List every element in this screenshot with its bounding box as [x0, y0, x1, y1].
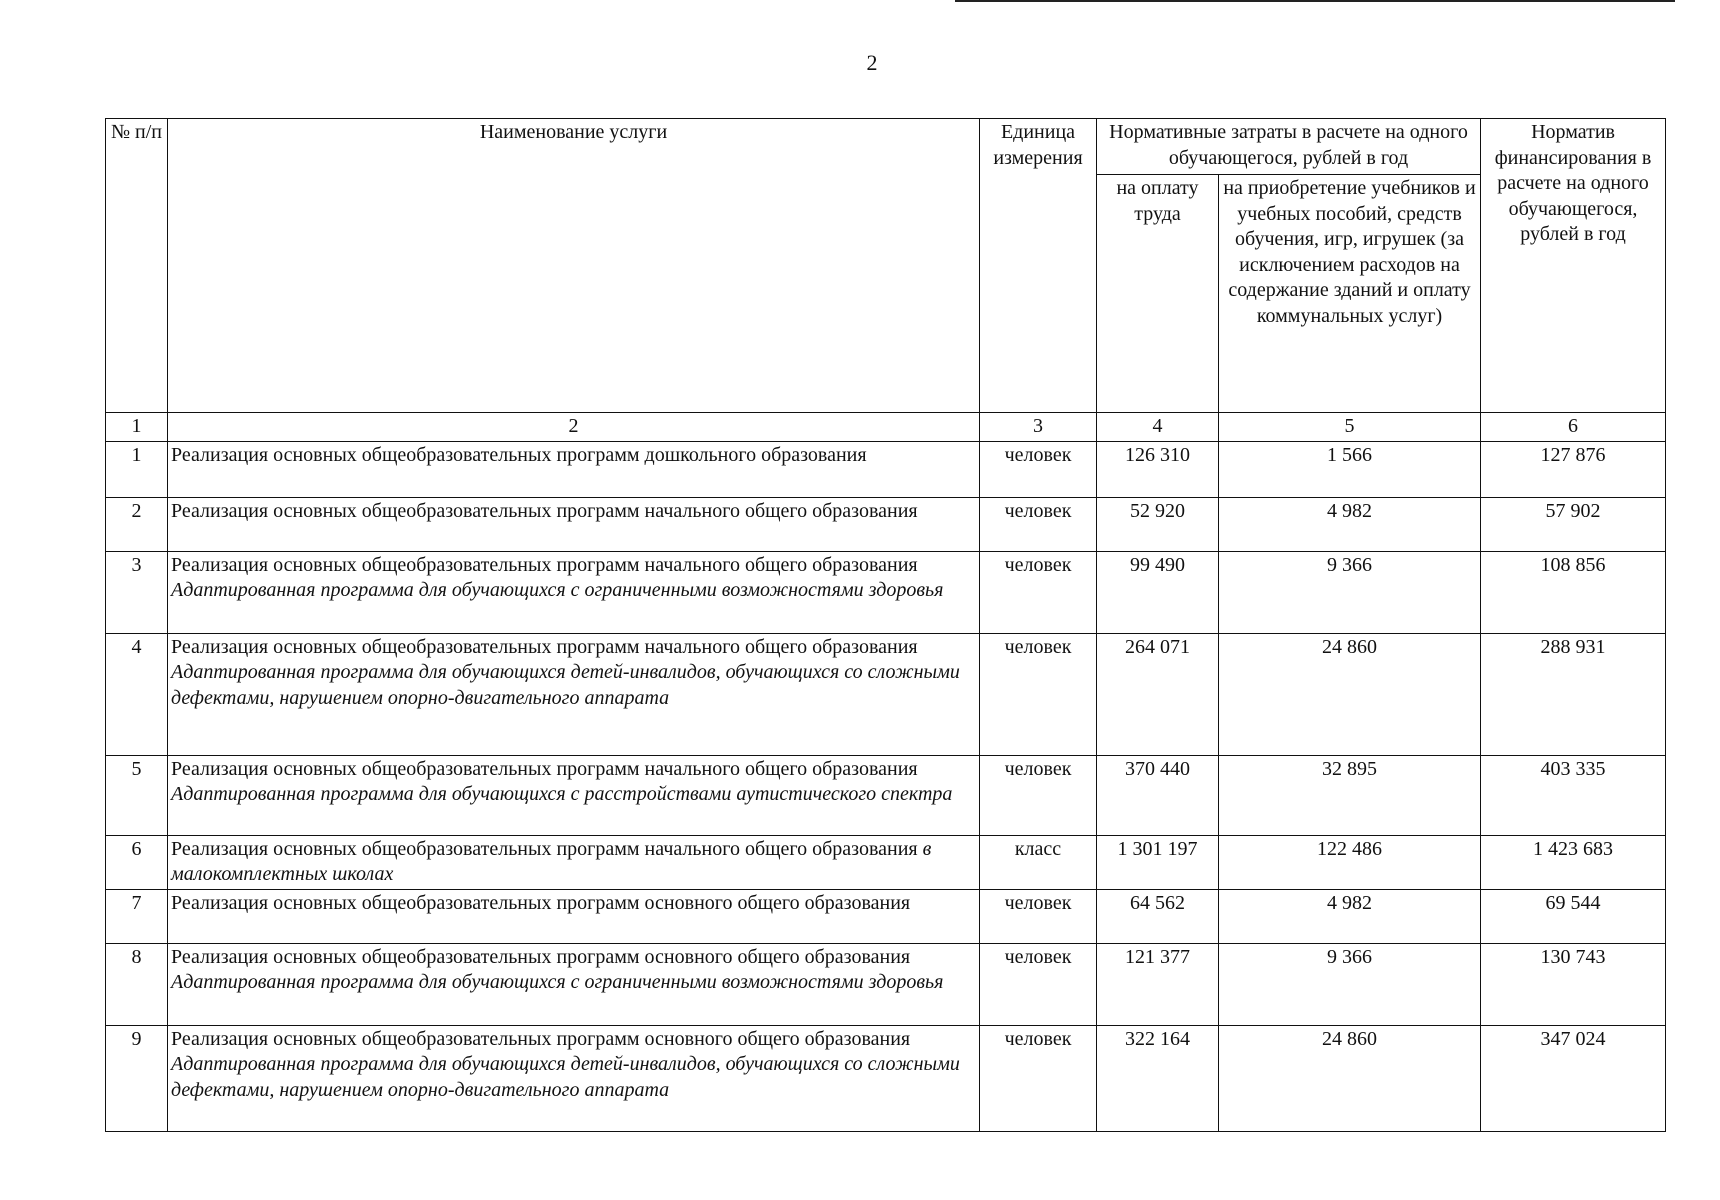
- service-name-detail: Адаптированная программа для обучающихся с ограниченными возможностями здоровья: [171, 971, 944, 994]
- norm-cell: 288 931: [1481, 633, 1666, 755]
- service-name: Реализация основных общеобразовательных программ начального общего образования: [171, 553, 918, 576]
- service-name-cell: [168, 441, 980, 497]
- service-name: Реализация основных общеобразовательных программ основного общего образования: [171, 891, 911, 914]
- labor-cost-cell: 121 377: [1097, 943, 1219, 1025]
- labor-cost-cell: 370 440: [1097, 755, 1219, 835]
- service-name: Реализация основных общеобразовательных программ основного общего образования: [171, 945, 911, 968]
- labor-cost-cell: 126 310: [1097, 441, 1219, 497]
- service-name: Реализация основных общеобразовательных программ начального общего образования: [171, 635, 918, 658]
- service-name-cell: [168, 835, 980, 889]
- service-name-detail: Адаптированная программа для обучающихся с расстройствами аутистического спектра: [171, 783, 953, 806]
- header-costs-group: Нормативные затраты в расчете на одного обучающегося, рублей в год: [1097, 119, 1481, 175]
- service-name-detail: Адаптированная программа для обучающихся детей-инвалидов, обучающихся со сложными дефектами, нарушением опорно-двигательного аппарата: [171, 661, 960, 709]
- textbook-cost-cell: 24 860: [1219, 1025, 1481, 1131]
- header-unit: Единица измерения: [980, 119, 1097, 413]
- textbook-cost-cell: 9 366: [1219, 551, 1481, 633]
- unit-cell: человек: [980, 755, 1097, 835]
- column-number: 6: [1481, 413, 1666, 442]
- norm-cell: 127 876: [1481, 441, 1666, 497]
- service-name: Реализация основных общеобразовательных программ начального общего образования: [171, 837, 918, 860]
- service-name: Реализация основных общеобразовательных программ основного общего образования: [171, 1027, 911, 1050]
- row-number: 7: [106, 889, 168, 943]
- unit-cell: человек: [980, 889, 1097, 943]
- unit-cell: человек: [980, 943, 1097, 1025]
- row-number: 4: [106, 633, 168, 755]
- unit-cell: человек: [980, 1025, 1097, 1131]
- unit-cell: класс: [980, 835, 1097, 889]
- service-name-detail: в малокомплектных школах: [171, 837, 932, 886]
- column-number: 3: [980, 413, 1097, 442]
- row-number: 6: [106, 835, 168, 889]
- norm-cell: 130 743: [1481, 943, 1666, 1025]
- table-row: [106, 755, 1666, 835]
- row-number: 1: [106, 441, 168, 497]
- labor-cost-cell: 264 071: [1097, 633, 1219, 755]
- service-name-cell: [168, 943, 980, 1025]
- textbook-cost-cell: 32 895: [1219, 755, 1481, 835]
- service-name: Реализация основных общеобразовательных программ начального общего образования: [171, 499, 918, 522]
- textbook-cost-cell: 122 486: [1219, 835, 1481, 889]
- header-num: № п/п: [106, 119, 168, 413]
- textbook-cost-cell: 24 860: [1219, 633, 1481, 755]
- service-name: Реализация основных общеобразовательных программ начального общего образования: [171, 757, 918, 780]
- row-number: 2: [106, 497, 168, 551]
- textbook-cost-cell: 9 366: [1219, 943, 1481, 1025]
- labor-cost-cell: 1 301 197: [1097, 835, 1219, 889]
- top-rule: [955, 0, 1675, 2]
- table-row: [106, 889, 1666, 943]
- table-row: [106, 633, 1666, 755]
- column-number: 5: [1219, 413, 1481, 442]
- norm-cell: 69 544: [1481, 889, 1666, 943]
- norm-cell: 403 335: [1481, 755, 1666, 835]
- service-name-detail: Адаптированная программа для обучающихся детей-инвалидов, обучающихся со сложными дефектами, нарушением опорно-двигательного аппарата: [171, 1053, 960, 1101]
- header-name: Наименование услуги: [168, 119, 980, 413]
- norm-cell: 57 902: [1481, 497, 1666, 551]
- table-row: [106, 943, 1666, 1025]
- norm-cell: 347 024: [1481, 1025, 1666, 1131]
- service-name-cell: [168, 633, 980, 755]
- unit-cell: человек: [980, 551, 1097, 633]
- row-number: 8: [106, 943, 168, 1025]
- column-number: 2: [168, 413, 980, 442]
- labor-cost-cell: 64 562: [1097, 889, 1219, 943]
- service-name-detail: Адаптированная программа для обучающихся с ограниченными возможностями здоровья: [171, 579, 944, 602]
- row-number: 5: [106, 755, 168, 835]
- column-number-row: [106, 413, 1666, 442]
- norm-cell: 108 856: [1481, 551, 1666, 633]
- textbook-cost-cell: 1 566: [1219, 441, 1481, 497]
- service-name: Реализация основных общеобразовательных программ дошкольного образования: [171, 443, 867, 466]
- service-name-cell: [168, 497, 980, 551]
- page-number: 2: [866, 50, 878, 75]
- table-row: [106, 441, 1666, 497]
- labor-cost-cell: 322 164: [1097, 1025, 1219, 1131]
- unit-cell: человек: [980, 441, 1097, 497]
- unit-cell: человек: [980, 497, 1097, 551]
- table-row: [106, 1025, 1666, 1131]
- table-row: [106, 551, 1666, 633]
- service-name-cell: [168, 1025, 980, 1131]
- header-row-1: [106, 119, 1666, 175]
- service-name-cell: [168, 755, 980, 835]
- header-textbooks: на приобретение учебников и учебных пособий, средств обучения, игр, игрушек (за исключением расходов на содержание зданий и оплату коммунальных услуг): [1219, 175, 1481, 413]
- service-name-cell: [168, 889, 980, 943]
- table-row: [106, 835, 1666, 889]
- row-number: 9: [106, 1025, 168, 1131]
- unit-cell: человек: [980, 633, 1097, 755]
- norm-cell: 1 423 683: [1481, 835, 1666, 889]
- header-norm: Норматив финансирования в расчете на одного обучающегося, рублей в год: [1481, 119, 1666, 413]
- norms-table: [105, 118, 1666, 1132]
- row-number: 3: [106, 551, 168, 633]
- textbook-cost-cell: 4 982: [1219, 497, 1481, 551]
- textbook-cost-cell: 4 982: [1219, 889, 1481, 943]
- table-row: [106, 497, 1666, 551]
- service-name-cell: [168, 551, 980, 633]
- labor-cost-cell: 52 920: [1097, 497, 1219, 551]
- column-number: 1: [106, 413, 168, 442]
- header-labor: на оплату труда: [1097, 175, 1219, 413]
- labor-cost-cell: 99 490: [1097, 551, 1219, 633]
- column-number: 4: [1097, 413, 1219, 442]
